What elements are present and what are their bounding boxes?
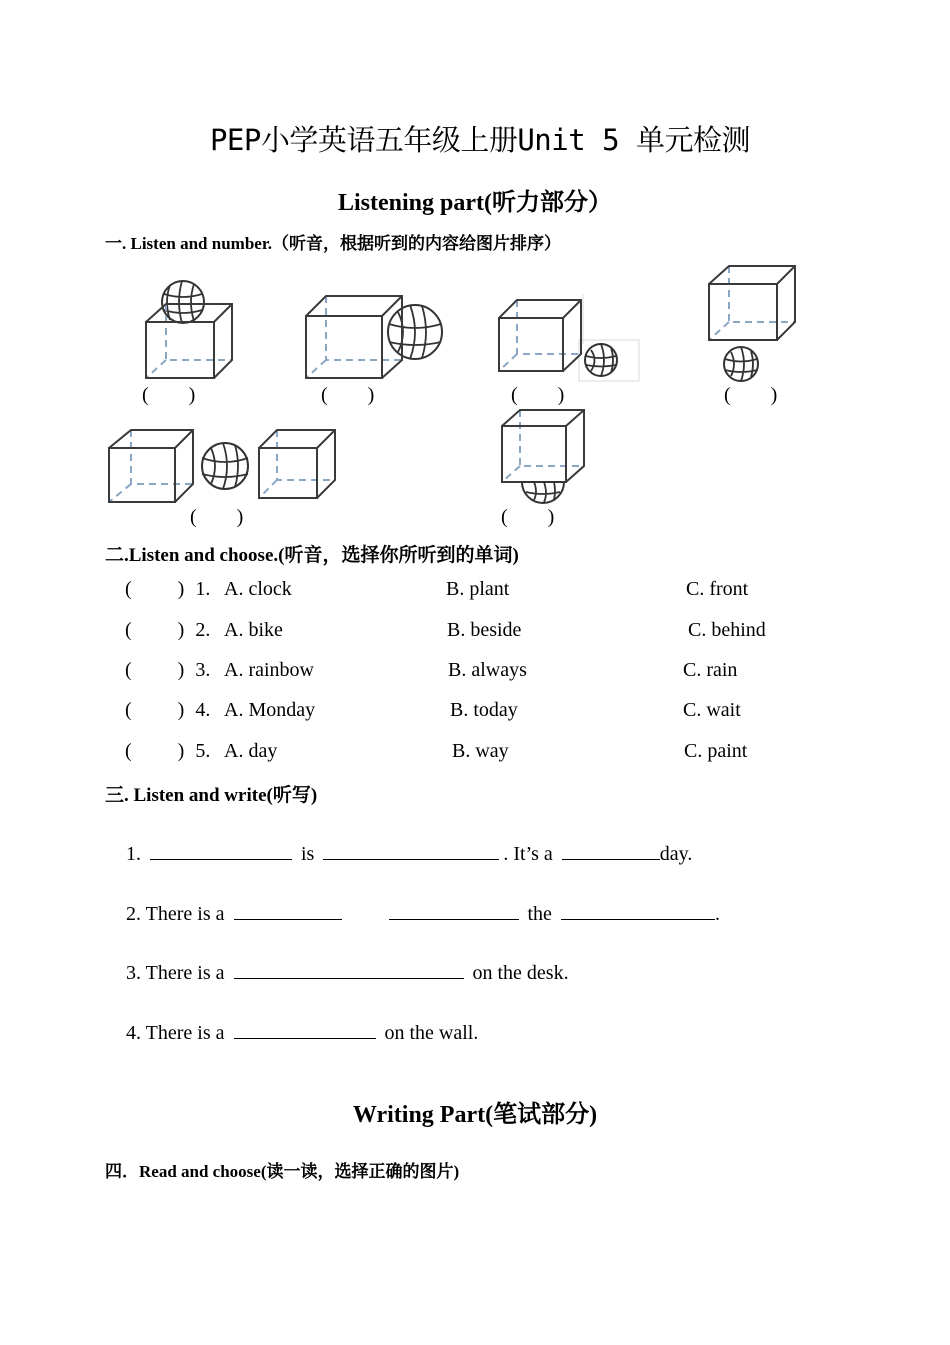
question-row	[125, 659, 210, 682]
write-blank[interactable]	[234, 1022, 376, 1039]
option-a[interactable]: A. day	[224, 740, 278, 762]
sentence-text: There is a	[145, 1022, 225, 1044]
write-sentence-3	[126, 962, 569, 985]
sentence-number: 3.	[126, 962, 141, 984]
paren-close: )	[557, 384, 565, 406]
paren-open: (	[190, 506, 197, 528]
option-b[interactable]: B. way	[452, 740, 509, 762]
picture-ball-in-front-of-box	[498, 406, 590, 504]
sentence-text: the	[527, 903, 552, 925]
section-4-heading: 四．Read and choose(读一读，选择正确的图片)	[105, 1162, 460, 1181]
write-blank[interactable]	[389, 903, 519, 920]
option-c[interactable]: C. rain	[683, 659, 738, 681]
paren-close: )	[177, 740, 185, 762]
option-c[interactable]: C. front	[686, 578, 749, 600]
write-blank[interactable]	[562, 843, 660, 860]
question-number: 2.	[195, 619, 211, 641]
paren-open: (	[125, 740, 132, 762]
answer-blank-1[interactable]	[142, 384, 195, 407]
sentence-number: 1.	[126, 843, 141, 865]
section-3-heading: 三. Listen and write(听写)	[105, 785, 318, 806]
option-a[interactable]: A. bike	[224, 619, 283, 641]
section-2-heading: 二.Listen and choose.(听音，选择你所听到的单词)	[105, 545, 519, 566]
write-sentence-2	[126, 903, 720, 926]
picture-ball-on-box	[140, 280, 240, 385]
writing-part-heading: Writing Part(笔试部分)	[352, 1102, 598, 1128]
sentence-text: There is a	[145, 903, 225, 925]
question-number: 5.	[195, 740, 211, 762]
option-c[interactable]: C. behind	[688, 619, 766, 641]
paren-close: )	[367, 384, 375, 406]
option-a[interactable]: A. Monday	[224, 699, 316, 721]
paren-close: )	[188, 384, 196, 406]
question-row	[125, 619, 210, 642]
sentence-number: 2.	[126, 903, 141, 925]
option-c[interactable]: C. wait	[683, 699, 741, 721]
listening-part-heading: Listening part(听力部分）	[337, 190, 612, 216]
write-blank[interactable]	[561, 903, 715, 920]
sentence-number: 4.	[126, 1022, 141, 1044]
question-row	[125, 699, 210, 722]
sentence-text: on the desk.	[472, 962, 569, 984]
option-b[interactable]: B. always	[448, 659, 527, 681]
option-b[interactable]: B. beside	[447, 619, 522, 641]
paren-close: )	[177, 699, 185, 721]
write-sentence-1	[126, 843, 692, 866]
question-row	[125, 578, 210, 601]
answer-blank-6[interactable]	[501, 506, 554, 529]
paren-open: (	[125, 619, 132, 641]
sentence-text: .	[714, 903, 720, 925]
write-blank[interactable]	[234, 903, 342, 920]
paren-open: (	[724, 384, 731, 406]
paren-open: (	[501, 506, 508, 528]
section-1-heading: 一. Listen and number.（听音，根据听到的内容给图片排序）	[105, 234, 562, 253]
picture-ball-between-boxes	[105, 426, 340, 506]
answer-blank-5[interactable]	[190, 506, 243, 529]
answer-blank-3[interactable]	[511, 384, 564, 407]
paren-open: (	[125, 659, 132, 681]
paren-open: (	[125, 699, 132, 721]
write-blank[interactable]	[150, 843, 292, 860]
question-number: 3.	[195, 659, 211, 681]
question-number: 1.	[195, 578, 211, 600]
picture-ball-beside-box	[302, 292, 437, 384]
option-b[interactable]: B. today	[450, 699, 518, 721]
option-c[interactable]: C. paint	[684, 740, 748, 762]
answer-blank-4[interactable]	[724, 384, 777, 407]
answer-blank-2[interactable]	[321, 384, 374, 407]
write-blank[interactable]	[323, 843, 499, 860]
question-row	[125, 740, 210, 763]
paren-close: )	[770, 384, 778, 406]
paren-open: (	[321, 384, 328, 406]
option-a[interactable]: A. clock	[224, 578, 292, 600]
paren-close: )	[547, 506, 555, 528]
page-title: PEP小学英语五年级上册Unit 5 单元检测	[209, 123, 751, 157]
sentence-text: . It’s a	[503, 843, 553, 865]
paren-open: (	[125, 578, 132, 600]
paren-open: (	[511, 384, 518, 406]
option-b[interactable]: B. plant	[446, 578, 510, 600]
paren-close: )	[177, 659, 185, 681]
paren-close: )	[177, 578, 185, 600]
sentence-text: day.	[659, 843, 693, 865]
write-sentence-4	[126, 1022, 478, 1045]
option-a[interactable]: A. rainbow	[224, 659, 314, 681]
sentence-text: on the wall.	[384, 1022, 479, 1044]
paren-close: )	[236, 506, 244, 528]
paren-close: )	[177, 619, 185, 641]
write-blank[interactable]	[234, 962, 464, 979]
picture-ball-near-box	[495, 294, 643, 386]
paren-open: (	[142, 384, 149, 406]
question-number: 4.	[195, 699, 211, 721]
sentence-text: is	[301, 843, 315, 865]
picture-ball-under-box	[705, 262, 800, 384]
sentence-text: There is a	[145, 962, 225, 984]
